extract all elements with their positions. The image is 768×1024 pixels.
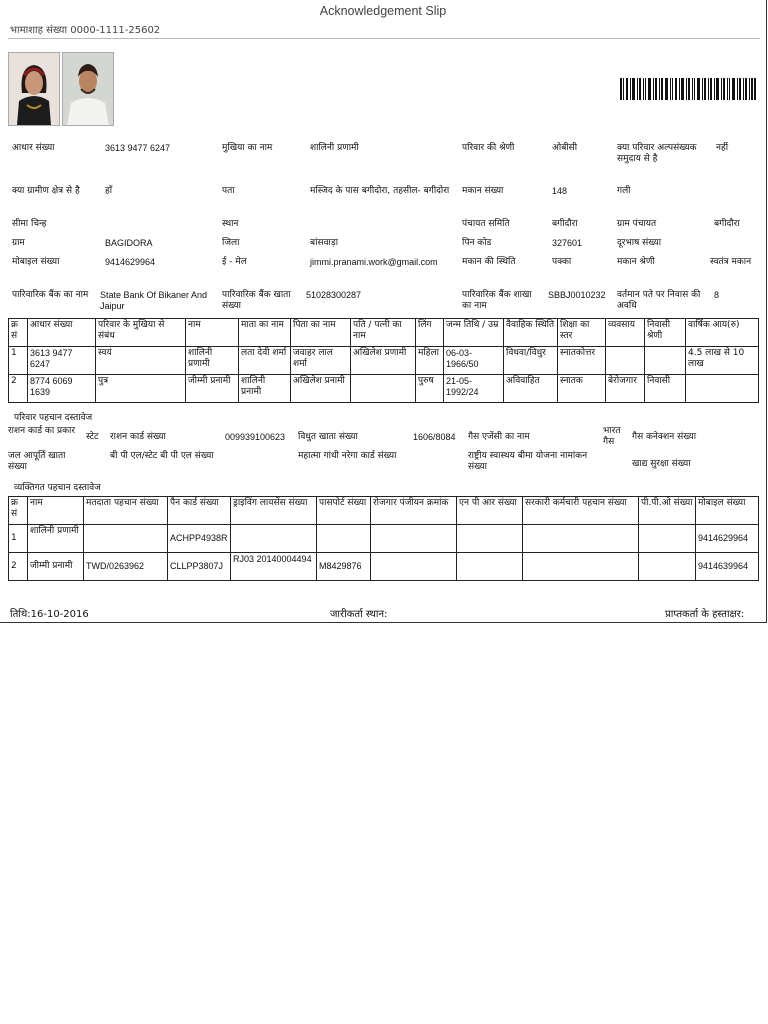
header-cell: जन्म तिथि / उम्र — [444, 319, 504, 347]
recipient-signature: प्राप्तकर्ता के हस्ताक्षर: — [665, 609, 745, 620]
header-cell: पासपोर्ट संख्या — [317, 497, 371, 525]
ration-number-label: राशन कार्ड संख्या — [110, 432, 166, 442]
rural-label: क्या ग्रामीण क्षेत्र से है — [12, 186, 80, 196]
house-number-label: मकान संख्या — [462, 186, 504, 196]
house-status-label: मकान की स्थिति — [462, 257, 516, 267]
bank-account-label: पारिवारिक बैंक खाता संख्या — [222, 290, 291, 311]
head-name-label: मुखिया का नाम — [222, 143, 273, 153]
issue-place: जारीकर्ता स्थान: — [330, 609, 388, 620]
ration-type-label: राशन कार्ड का प्रकार — [8, 426, 76, 436]
head-name-value: शालिनी प्रणामी — [310, 143, 359, 153]
header-cell: लिंग — [416, 319, 444, 347]
table-cell: 2 — [9, 553, 28, 581]
table-row — [9, 553, 759, 581]
table-cell: शालिनी प्रणामी — [28, 525, 84, 553]
residence-duration-label: वर्तमान पते पर निवास की अवधि — [617, 290, 701, 311]
table-cell: TWD/0263962 — [84, 553, 168, 581]
table-cell: स्नातकोत्तर — [558, 347, 606, 375]
header-cell: ड्राइविंग लायसेंस संख्या — [231, 497, 317, 525]
table-cell: 9414639964 — [696, 553, 759, 581]
header-cell: पिता का नाम — [291, 319, 351, 347]
table-row — [9, 525, 759, 553]
page-title: Acknowledgement Slip — [319, 4, 447, 18]
rsby-number-label: राष्ट्रीय स्वास्थय बीमा योजना नामांकन संख्या — [468, 451, 588, 472]
barcode — [620, 78, 756, 100]
rural-value: हाँ — [105, 186, 113, 196]
electricity-account-value: 1606/8084 — [413, 432, 456, 442]
table-cell — [317, 525, 371, 553]
mobile-value: 9414629964 — [105, 257, 156, 267]
table-cell: जीम्मी प्रनामी — [186, 375, 239, 403]
minority-label: क्या परिवार अल्पसंख्यक समुदाय से है — [617, 143, 697, 164]
pincode-value: 327601 — [552, 238, 583, 248]
header-cell: एन पी आर संख्या — [457, 497, 523, 525]
water-account-label: जल आपूर्ति खाता संख्या — [8, 451, 66, 472]
table-cell: विधवा/विधुर — [504, 347, 558, 375]
food-security-label: खाद्य सुरक्षा संख्या — [632, 459, 691, 469]
aadhaar-label: आधार संख्या — [12, 143, 55, 153]
panchayat-samiti-label: पंचायत समिति — [462, 219, 510, 229]
header-cell: पी.पी.ओ संख्या — [639, 497, 696, 525]
address-label: पता — [222, 186, 235, 196]
head-of-family-photo — [8, 52, 60, 126]
header-cell: मतदाता पहचान संख्या — [84, 497, 168, 525]
table-cell — [639, 553, 696, 581]
gram-panchayat-label: ग्राम पंचायत — [617, 219, 657, 229]
table-header-row — [9, 319, 759, 347]
bank-account-value: 51028300287 — [306, 290, 362, 300]
table-header-row — [9, 497, 759, 525]
header-cell: नाम — [186, 319, 239, 347]
pincode-label: पिन कोड — [462, 238, 492, 248]
table-cell — [639, 525, 696, 553]
family-category-value: ओबीसी — [552, 143, 578, 153]
header-cell: शिक्षा का स्तर — [558, 319, 606, 347]
table-cell: 9414629964 — [696, 525, 759, 553]
district-value: बांसवाड़ा — [310, 238, 339, 248]
landmark-label: सीमा चिन्ह — [12, 219, 47, 229]
table-cell: शालिनी प्रणामी — [186, 347, 239, 375]
table-cell: स्वयं — [96, 347, 186, 375]
table-cell: CLLPP3807J — [168, 553, 231, 581]
table-cell: पुरुष — [416, 375, 444, 403]
header-cell: व्यवसाय — [606, 319, 645, 347]
header-cell: वार्षिक आय(रु) — [686, 319, 759, 347]
house-number-value: 148 — [552, 186, 568, 196]
place-label: स्थान — [222, 219, 239, 229]
table-cell: ACHPP4938R — [168, 525, 231, 553]
header-cell: मोबाइल संख्या — [696, 497, 759, 525]
bhamashah-number: भामाशाह संख्या 0000-1111-25602 — [10, 25, 161, 36]
residence-duration-value: 8 — [714, 290, 720, 300]
header-divider — [8, 38, 760, 39]
table-cell: 3613 9477 6247 — [28, 347, 96, 375]
header-cell: नाम — [28, 497, 84, 525]
table-cell: बेरोजगार — [606, 375, 645, 403]
bank-name-label: पारिवारिक बैंक का नाम — [12, 290, 89, 300]
table-cell — [606, 347, 645, 375]
table-cell — [645, 347, 686, 375]
table-cell — [371, 553, 457, 581]
member-photo — [62, 52, 114, 126]
table-cell: निवासी — [645, 375, 686, 403]
family-category-label: परिवार की श्रेणी — [462, 143, 515, 153]
header-cell: पैन कार्ड संख्या — [168, 497, 231, 525]
header-cell: रोजगार पंजीयन क्रमांक — [371, 497, 457, 525]
table-cell: स्नातक — [558, 375, 606, 403]
minority-value: नहीं — [716, 143, 729, 153]
table-row — [9, 375, 759, 403]
gas-agency-value: भारत गैस — [603, 426, 621, 447]
panchayat-samiti-value: बगीदौरा — [552, 219, 578, 229]
header-cell: आधार संख्या — [28, 319, 96, 347]
email-value: jimmi.pranami.work@gmail.com — [310, 257, 438, 267]
header-cell: क्र सं — [9, 319, 28, 347]
electricity-account-label: विधुत खाता संख्या — [298, 432, 358, 442]
table-cell: 2 — [9, 375, 28, 403]
table-cell: 21-05-1992/24 — [444, 375, 504, 403]
table-cell: 1 — [9, 347, 28, 375]
aadhaar-value: 3613 9477 6247 — [105, 143, 171, 153]
table-cell: M8429876 — [317, 553, 371, 581]
table-cell: लता देवी शर्मा — [239, 347, 291, 375]
table-cell — [371, 525, 457, 553]
table-cell: RJ03 20140004494 — [231, 553, 317, 581]
district-label: जिला — [222, 238, 240, 248]
lane-label: गली — [617, 186, 631, 196]
gram-panchayat-value: बगीदौरा — [714, 219, 740, 229]
table-cell: अविवाहित — [504, 375, 558, 403]
table-cell: 4.5 लाख से 10 लाख — [686, 347, 759, 375]
header-cell: पति / पत्नी का नाम — [351, 319, 416, 347]
table-cell — [84, 525, 168, 553]
table-cell: पुत्र — [96, 375, 186, 403]
table-cell — [686, 375, 759, 403]
table-cell: अखिलेश प्रनामी — [291, 375, 351, 403]
gas-agency-label: गैस एजेंसी का नाम — [468, 432, 530, 442]
family-members-table — [8, 318, 759, 403]
table-cell: जवाहर लाल शर्मा — [291, 347, 351, 375]
address-value: मस्जिद के पास बगीदोरा, तहसील- बगीदोरा — [310, 186, 450, 196]
table-cell — [523, 525, 639, 553]
village-value: BAGIDORA — [105, 238, 153, 248]
phone-label: दूरभाष संख्या — [617, 238, 662, 248]
table-cell: महिला — [416, 347, 444, 375]
table-cell: जीम्मी प्रनामी — [28, 553, 84, 581]
family-docs-title: परिवार पहचान दस्तावेज — [14, 413, 93, 423]
bank-branch-label: पारिवारिक बैंक शाखा का नाम — [462, 290, 532, 311]
header-cell: सरकारी कर्मचारी पहचान संख्या — [523, 497, 639, 525]
nrega-card-label: महात्मा गांधी नरेगा कार्ड संख्या — [298, 451, 397, 461]
header-cell: परिवार के मुखिया से संबंध — [96, 319, 186, 347]
email-label: ई - मेल — [222, 257, 247, 267]
table-cell: 06-03-1966/50 — [444, 347, 504, 375]
table-cell: 1 — [9, 525, 28, 553]
header-cell: निवासी श्रेणी — [645, 319, 686, 347]
bank-branch-value: SBBJ0010232 — [548, 290, 606, 300]
house-status-value: पक्का — [552, 257, 572, 267]
table-cell: अखिलेश प्रणामी — [351, 347, 416, 375]
bpl-number-label: बी पी एल/स्टेट बी पी एल संख्या — [110, 451, 214, 461]
mobile-label: मोबाइल संख्या — [12, 257, 60, 267]
table-row — [9, 347, 759, 375]
ration-number-value: 009939100623 — [225, 432, 286, 442]
table-cell — [351, 375, 416, 403]
bank-name-value: State Bank Of Bikaner And Jaipur — [100, 290, 208, 311]
village-label: ग्राम — [12, 238, 25, 248]
house-category-label: मकान श्रेणी — [617, 257, 655, 267]
house-category-value: स्वतंत्र मकान — [710, 257, 752, 267]
issue-date: तिथि:16-10-2016 — [10, 609, 89, 620]
table-cell — [523, 553, 639, 581]
table-cell: 8774 6069 1639 — [28, 375, 96, 403]
gas-connection-label: गैस कनेक्शन संख्या — [632, 432, 697, 442]
table-cell: शालिनी प्रनामी — [239, 375, 291, 403]
table-cell — [457, 553, 523, 581]
personal-docs-table — [8, 496, 759, 581]
header-cell: क्र सं — [9, 497, 28, 525]
personal-docs-title: व्यक्तिगत पहचान दस्तावेज — [14, 483, 101, 493]
table-cell — [457, 525, 523, 553]
header-cell: वैवाहिक स्थिति — [504, 319, 558, 347]
header-cell: माता का नाम — [239, 319, 291, 347]
table-cell — [231, 525, 317, 553]
ration-type-value: स्टेट — [86, 432, 99, 442]
